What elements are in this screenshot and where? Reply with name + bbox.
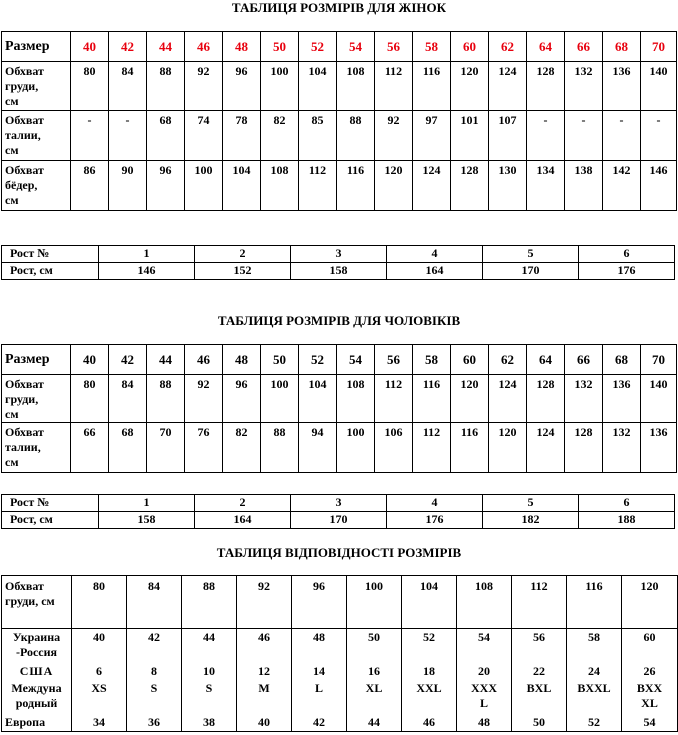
usa-cell: 20 xyxy=(457,663,512,680)
size-cell: 70 xyxy=(641,345,677,375)
europe-row xyxy=(2,714,678,732)
international-cell-line: BXL xyxy=(526,680,552,695)
europe-cell: 46 xyxy=(402,714,457,732)
measure-cell: 68 xyxy=(147,111,185,161)
international-cell-line: S xyxy=(150,680,158,695)
men-size-table xyxy=(1,344,677,473)
measure-label-line: Обхват xyxy=(5,64,44,78)
europe-cell: 40 xyxy=(237,714,292,732)
measure-cell: 106 xyxy=(375,423,413,473)
chest-cell: 80 xyxy=(72,576,127,629)
measure-cell: 132 xyxy=(565,62,603,111)
measure-cell: 88 xyxy=(147,62,185,111)
measure-cell: 132 xyxy=(603,423,641,473)
size-label: Размер xyxy=(2,345,71,375)
chest-cell: 120 xyxy=(622,576,678,629)
measure-cell: - xyxy=(641,111,677,161)
height-number-cell: 4 xyxy=(387,246,483,263)
measure-cell: 124 xyxy=(489,62,527,111)
height-number-cell: 3 xyxy=(291,246,387,263)
measure-cell: 82 xyxy=(223,423,261,473)
height-number-label: Рост № xyxy=(2,246,99,263)
height-cm-label: Рост, см xyxy=(2,512,99,529)
size-cell: 64 xyxy=(527,345,565,375)
measure-label-line: см xyxy=(5,143,19,157)
measure-cell: - xyxy=(527,111,565,161)
measure-cell: 100 xyxy=(185,161,223,211)
measure-cell: 112 xyxy=(413,423,451,473)
international-label-line: Междуна xyxy=(11,680,62,695)
measure-cell: 90 xyxy=(109,161,147,211)
europe-cell: 54 xyxy=(622,714,678,732)
size-cell: 44 xyxy=(147,345,185,375)
measure-row xyxy=(2,62,677,111)
size-cell: 50 xyxy=(261,32,299,62)
height-cm-cell: 152 xyxy=(195,263,291,280)
measure-cell: 84 xyxy=(109,62,147,111)
chest-cell: 104 xyxy=(402,576,457,629)
ua-ru-cell: 52 xyxy=(402,629,457,663)
size-label: Размер xyxy=(2,32,71,62)
men-height-table xyxy=(1,494,675,529)
measure-label-line: Обхват xyxy=(5,425,44,439)
usa-cell: 16 xyxy=(347,663,402,680)
measure-cell: 120 xyxy=(451,62,489,111)
measure-cell: 100 xyxy=(261,375,299,423)
size-cell: 48 xyxy=(223,345,261,375)
measure-cell: 128 xyxy=(527,62,565,111)
chest-cell: 116 xyxy=(567,576,622,629)
international-label-line: родный xyxy=(15,695,58,710)
europe-cell: 36 xyxy=(127,714,182,732)
measure-cell: 116 xyxy=(451,423,489,473)
chest-label xyxy=(2,576,72,629)
measure-cell: 70 xyxy=(147,423,185,473)
ua-ru-cell: 40 xyxy=(72,629,127,663)
height-number-cell: 1 xyxy=(99,246,195,263)
measure-cell: 108 xyxy=(261,161,299,211)
women-height-table xyxy=(1,245,675,280)
height-number-cell: 4 xyxy=(387,495,483,512)
ua-ru-cell: 58 xyxy=(567,629,622,663)
international-cell-line: M xyxy=(258,680,270,695)
measure-cell: 100 xyxy=(337,423,375,473)
measure-cell: 96 xyxy=(223,375,261,423)
measure-cell: 104 xyxy=(299,62,337,111)
size-cell: 62 xyxy=(489,32,527,62)
women-table-title: ТАБЛИЦЯ РОЗМІРІВ ДЛЯ ЖІНОК xyxy=(231,0,447,15)
correspondence-table-title: ТАБЛИЦЯ ВІДПОВІДНОСТІ РОЗМІРІВ xyxy=(216,545,462,560)
height-number-cell: 2 xyxy=(195,495,291,512)
measure-cell: 120 xyxy=(489,423,527,473)
international-cell-line: XXX xyxy=(471,680,497,695)
measure-label-line: см xyxy=(5,94,19,108)
measure-cell: 68 xyxy=(109,423,147,473)
ua-ru-cell: 50 xyxy=(347,629,402,663)
measure-label xyxy=(2,375,71,423)
measure-cell: 104 xyxy=(299,375,337,423)
size-cell: 66 xyxy=(565,345,603,375)
measure-cell: 112 xyxy=(299,161,337,211)
measure-cell: 136 xyxy=(603,62,641,111)
size-cell: 40 xyxy=(71,345,109,375)
measure-cell: 128 xyxy=(527,375,565,423)
international-cell xyxy=(127,680,182,714)
measure-cell: 124 xyxy=(489,375,527,423)
measure-cell: 84 xyxy=(109,375,147,423)
measure-cell: 130 xyxy=(489,161,527,211)
measure-row xyxy=(2,161,677,211)
ua-ru-cell: 42 xyxy=(127,629,182,663)
size-cell: 50 xyxy=(261,345,299,375)
europe-label: Европа xyxy=(2,714,72,732)
measure-cell: 92 xyxy=(375,111,413,161)
measure-cell: 134 xyxy=(527,161,565,211)
height-cm-cell: 188 xyxy=(579,512,675,529)
size-cell: 46 xyxy=(185,32,223,62)
women-size-table xyxy=(1,31,677,211)
measure-cell: 107 xyxy=(489,111,527,161)
measure-row xyxy=(2,375,677,423)
international-cell-line: L xyxy=(479,695,488,710)
measure-cell: 88 xyxy=(337,111,375,161)
ua-ru-cell: 48 xyxy=(292,629,347,663)
measure-cell: 128 xyxy=(565,423,603,473)
height-number-row xyxy=(2,495,675,512)
measure-cell: 96 xyxy=(223,62,261,111)
measure-cell: 94 xyxy=(299,423,337,473)
size-cell: 42 xyxy=(109,32,147,62)
measure-cell: 85 xyxy=(299,111,337,161)
international-cell xyxy=(622,680,678,714)
international-cell-line: BXXL xyxy=(577,680,611,695)
ua-ru-label xyxy=(2,629,72,663)
measure-cell: 80 xyxy=(71,375,109,423)
measure-cell: - xyxy=(71,111,109,161)
international-row xyxy=(2,680,678,714)
ua-ru-cell: 56 xyxy=(512,629,567,663)
ua-ru-cell: 46 xyxy=(237,629,292,663)
measure-cell: 88 xyxy=(147,375,185,423)
measure-label xyxy=(2,111,71,161)
measure-label-line: см xyxy=(5,455,19,469)
size-cell: 44 xyxy=(147,32,185,62)
measure-cell: 92 xyxy=(185,62,223,111)
measure-cell: 78 xyxy=(223,111,261,161)
height-number-label: Рост № xyxy=(2,495,99,512)
chest-cell: 88 xyxy=(182,576,237,629)
size-cell: 48 xyxy=(223,32,261,62)
international-cell xyxy=(457,680,512,714)
chest-cell: 108 xyxy=(457,576,512,629)
international-label xyxy=(2,680,72,714)
measure-cell: 82 xyxy=(261,111,299,161)
height-cm-row xyxy=(2,263,675,280)
measure-cell: 112 xyxy=(375,375,413,423)
measure-cell: 128 xyxy=(451,161,489,211)
size-cell: 70 xyxy=(641,32,677,62)
usa-cell: 10 xyxy=(182,663,237,680)
usa-cell: 24 xyxy=(567,663,622,680)
measure-cell: 96 xyxy=(147,161,185,211)
chest-cell: 92 xyxy=(237,576,292,629)
international-cell xyxy=(512,680,567,714)
international-cell xyxy=(567,680,622,714)
size-cell: 58 xyxy=(413,32,451,62)
size-cell: 40 xyxy=(71,32,109,62)
height-number-cell: 5 xyxy=(483,246,579,263)
chest-cell: 100 xyxy=(347,576,402,629)
correspondence-table xyxy=(1,575,678,732)
ua-ru-cell: 44 xyxy=(182,629,237,663)
measure-cell: 108 xyxy=(337,62,375,111)
size-cell: 64 xyxy=(527,32,565,62)
ua-ru-cell: 54 xyxy=(457,629,512,663)
measure-cell: 142 xyxy=(603,161,641,211)
height-number-row xyxy=(2,246,675,263)
height-cm-cell: 158 xyxy=(99,512,195,529)
height-number-cell: 1 xyxy=(99,495,195,512)
europe-cell: 44 xyxy=(347,714,402,732)
international-cell-line: XL xyxy=(365,680,383,695)
measure-label xyxy=(2,161,71,211)
measure-label xyxy=(2,62,71,111)
international-cell xyxy=(347,680,402,714)
height-number-cell: 6 xyxy=(579,246,675,263)
europe-cell: 34 xyxy=(72,714,127,732)
international-cell-line: L xyxy=(314,680,323,695)
size-cell: 58 xyxy=(413,345,451,375)
measure-row xyxy=(2,111,677,161)
measure-cell: 108 xyxy=(337,375,375,423)
usa-cell: 26 xyxy=(622,663,678,680)
measure-label xyxy=(2,423,71,473)
size-cell: 68 xyxy=(603,32,641,62)
height-cm-cell: 182 xyxy=(483,512,579,529)
height-number-cell: 3 xyxy=(291,495,387,512)
usa-cell: 6 xyxy=(72,663,127,680)
size-row xyxy=(2,32,677,62)
measure-label-line: см xyxy=(5,193,19,207)
size-cell: 62 xyxy=(489,345,527,375)
measure-label-line: см xyxy=(5,407,19,421)
measure-cell: 138 xyxy=(565,161,603,211)
europe-cell: 38 xyxy=(182,714,237,732)
height-number-cell: 2 xyxy=(195,246,291,263)
usa-cell: 18 xyxy=(402,663,457,680)
measure-cell: - xyxy=(565,111,603,161)
size-cell: 56 xyxy=(375,345,413,375)
measure-label-line: груди, xyxy=(5,79,39,93)
measure-label-line: Обхват xyxy=(5,163,44,177)
international-cell xyxy=(402,680,457,714)
usa-label: США xyxy=(2,663,72,680)
chest-cell: 96 xyxy=(292,576,347,629)
chest-label-line: Обхват xyxy=(5,579,44,593)
usa-cell: 22 xyxy=(512,663,567,680)
measure-cell: - xyxy=(109,111,147,161)
ua-ru-row xyxy=(2,629,678,663)
height-cm-cell: 146 xyxy=(99,263,195,280)
international-cell xyxy=(182,680,237,714)
international-cell xyxy=(72,680,127,714)
usa-row xyxy=(2,663,678,680)
size-cell: 56 xyxy=(375,32,413,62)
measure-cell: 76 xyxy=(185,423,223,473)
measure-cell: 124 xyxy=(527,423,565,473)
measure-label-line: Обхват xyxy=(5,377,44,391)
size-cell: 60 xyxy=(451,345,489,375)
measure-label-line: бёдер, xyxy=(5,178,38,192)
measure-cell: 74 xyxy=(185,111,223,161)
measure-cell: 100 xyxy=(261,62,299,111)
size-cell: 54 xyxy=(337,32,375,62)
measure-cell: 88 xyxy=(261,423,299,473)
size-cell: 60 xyxy=(451,32,489,62)
height-number-cell: 5 xyxy=(483,495,579,512)
chest-row xyxy=(2,576,678,629)
measure-cell: 116 xyxy=(337,161,375,211)
europe-cell: 42 xyxy=(292,714,347,732)
measure-cell: 86 xyxy=(71,161,109,211)
size-row xyxy=(2,345,677,375)
international-cell-line: BXX xyxy=(636,680,663,695)
measure-cell: 120 xyxy=(375,161,413,211)
measure-label-line: талии, xyxy=(5,440,41,454)
measure-cell: 140 xyxy=(641,62,677,111)
chest-cell: 112 xyxy=(512,576,567,629)
usa-cell: 12 xyxy=(237,663,292,680)
size-cell: 54 xyxy=(337,345,375,375)
international-cell-line: XS xyxy=(91,680,107,695)
chest-cell: 84 xyxy=(127,576,182,629)
height-cm-cell: 176 xyxy=(579,263,675,280)
measure-row xyxy=(2,423,677,473)
measure-label-line: Обхват xyxy=(5,113,44,127)
measure-cell: 116 xyxy=(413,375,451,423)
measure-cell: 120 xyxy=(451,375,489,423)
measure-cell: 146 xyxy=(641,161,677,211)
size-cell: 52 xyxy=(299,32,337,62)
ua-ru-cell: 60 xyxy=(622,629,678,663)
measure-cell: 136 xyxy=(603,375,641,423)
height-cm-cell: 170 xyxy=(291,512,387,529)
height-cm-label: Рост, см xyxy=(2,263,99,280)
measure-cell: 132 xyxy=(565,375,603,423)
international-cell-line: XXL xyxy=(416,680,442,695)
measure-cell: 112 xyxy=(375,62,413,111)
europe-cell: 50 xyxy=(512,714,567,732)
measure-cell: 104 xyxy=(223,161,261,211)
height-number-cell: 6 xyxy=(579,495,675,512)
measure-cell: 66 xyxy=(71,423,109,473)
measure-cell: 97 xyxy=(413,111,451,161)
measure-cell: - xyxy=(603,111,641,161)
size-cell: 66 xyxy=(565,32,603,62)
europe-cell: 52 xyxy=(567,714,622,732)
size-cell: 68 xyxy=(603,345,641,375)
measure-cell: 116 xyxy=(413,62,451,111)
international-cell-line: S xyxy=(205,680,213,695)
ua-ru-label-line: Украина xyxy=(12,630,61,644)
height-cm-cell: 170 xyxy=(483,263,579,280)
height-cm-cell: 176 xyxy=(387,512,483,529)
size-cell: 46 xyxy=(185,345,223,375)
height-cm-row xyxy=(2,512,675,529)
measure-cell: 124 xyxy=(413,161,451,211)
international-cell-line: XL xyxy=(641,695,658,710)
size-cell: 52 xyxy=(299,345,337,375)
usa-cell: 14 xyxy=(292,663,347,680)
height-cm-cell: 158 xyxy=(291,263,387,280)
height-cm-cell: 164 xyxy=(387,263,483,280)
international-cell xyxy=(292,680,347,714)
men-table-title: ТАБЛИЦЯ РОЗМІРІВ ДЛЯ ЧОЛОВІКІВ xyxy=(217,313,461,328)
measure-cell: 80 xyxy=(71,62,109,111)
height-cm-cell: 164 xyxy=(195,512,291,529)
measure-cell: 101 xyxy=(451,111,489,161)
international-cell xyxy=(237,680,292,714)
ua-ru-label-line: -Россия xyxy=(15,645,58,659)
measure-label-line: талии, xyxy=(5,128,41,142)
measure-cell: 92 xyxy=(185,375,223,423)
measure-label-line: груди, xyxy=(5,392,39,406)
usa-cell: 8 xyxy=(127,663,182,680)
measure-cell: 140 xyxy=(641,375,677,423)
europe-cell: 48 xyxy=(457,714,512,732)
measure-cell: 136 xyxy=(641,423,677,473)
size-cell: 42 xyxy=(109,345,147,375)
chest-label-line: груди, см xyxy=(5,594,55,608)
